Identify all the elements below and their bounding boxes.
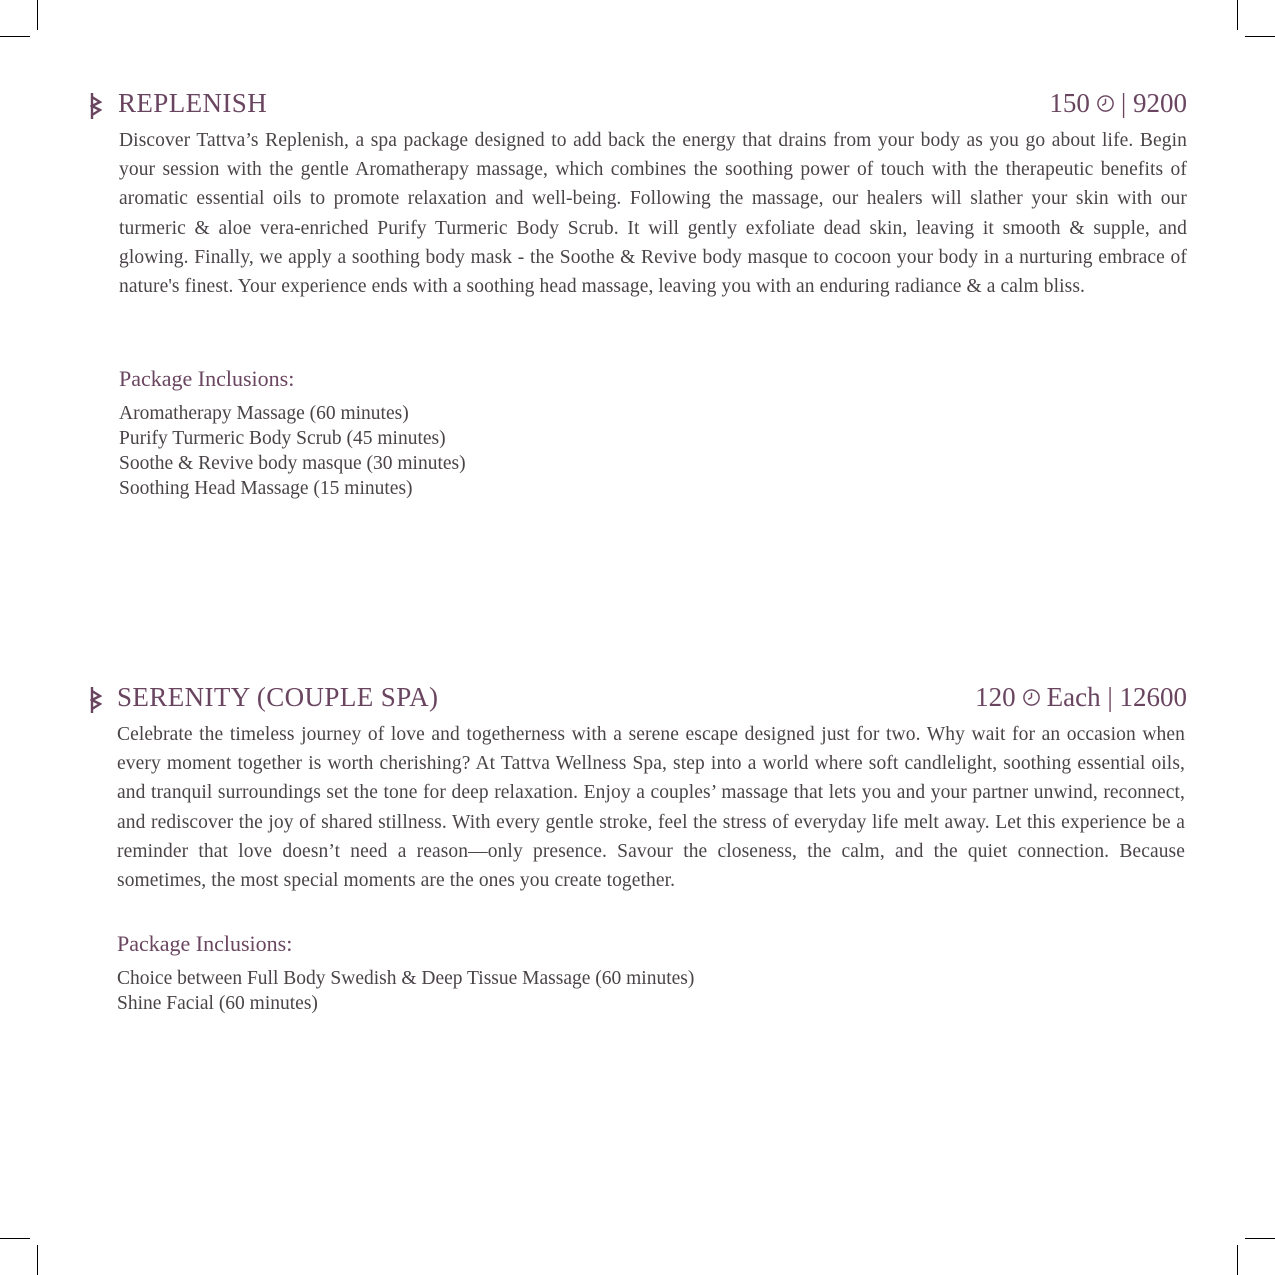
package-description: Celebrate the timeless journey of love and togetherness with a serene escape designed just for two. Why wait for an occasion when every moment together is worth cherishing? At Tattva Wellness Spa, step into a world where soft candlelight, soothing essential oils, and tranquil surroundings set the tone for deep relaxation. Enjoy a couples’ massage that lets you and your partner unwind, reconnect, and rediscover the joy of shared stillness. With every gentle stroke, feel the stress of everyday life melt away. Let this experience be a reminder that love doesn’t need a reason—only presence. Savour the closeness, the calm, and the quiet connection. Because sometimes, the most special moments are the ones you create together. bbox=[117, 724, 1185, 892]
crop-mark bbox=[0, 1238, 30, 1239]
package-price bbox=[1049, 88, 1187, 119]
inclusions-title: Package Inclusions: bbox=[119, 366, 295, 391]
duration: 120 bbox=[975, 682, 1016, 712]
inclusions-title: Package Inclusions: bbox=[117, 931, 293, 956]
list-item: Purify Turmeric Body Scrub (45 minutes) bbox=[119, 428, 446, 449]
crop-mark bbox=[1237, 1245, 1238, 1275]
crop-mark bbox=[1245, 1238, 1275, 1239]
list-item: Soothing Head Massage (15 minutes) bbox=[119, 478, 413, 499]
price-value: Each | 12600 bbox=[1046, 682, 1187, 712]
list-item: Choice between Full Body Swedish & Deep Tissue Massage (60 minutes) bbox=[117, 968, 695, 989]
clock-icon bbox=[1022, 688, 1041, 707]
crop-mark bbox=[1237, 0, 1238, 30]
list-item: Shine Facial (60 minutes) bbox=[117, 993, 318, 1014]
inclusions-list bbox=[119, 401, 466, 501]
crop-mark bbox=[37, 0, 38, 30]
clock-icon bbox=[1096, 94, 1115, 113]
crop-mark bbox=[1245, 36, 1275, 37]
ornament-icon bbox=[90, 92, 102, 120]
price-value: | 9200 bbox=[1120, 88, 1187, 118]
package-price bbox=[975, 682, 1187, 713]
package-header bbox=[90, 88, 1187, 122]
list-item: Soothe & Revive body masque (30 minutes) bbox=[119, 453, 466, 474]
duration: 150 bbox=[1049, 88, 1090, 118]
ornament-icon bbox=[90, 686, 102, 714]
package-title: SERENITY (COUPLE SPA) bbox=[117, 682, 439, 712]
package-description: Discover Tattva’s Replenish, a spa package designed to add back the energy that drains from your body as you go about life. Begin your session with the gentle Aromatherapy massage, which combines the soothing power of touch with the therapeutic benefits of aromatic essential oils to promote relaxation and well-being. Following the massage, our healers will slather your skin with our turmeric & aloe vera-enriched Purify Turmeric Body Scrub. It will gently exfoliate dead skin, leaving it smooth & supple, and glowing. Finally, we apply a soothing body mask - the Soothe & Revive body masque to cocoon your body in a nurturing embrace of nature's finest. Your experience ends with a soothing head massage, leaving you with an enduring radiance & a calm bliss. bbox=[119, 130, 1187, 298]
list-item: Aromatherapy Massage (60 minutes) bbox=[119, 403, 409, 424]
package-title: REPLENISH bbox=[118, 88, 268, 118]
inclusions-list bbox=[117, 966, 694, 1016]
crop-mark bbox=[37, 1245, 38, 1275]
package-header bbox=[90, 682, 1187, 716]
crop-mark bbox=[0, 36, 30, 37]
